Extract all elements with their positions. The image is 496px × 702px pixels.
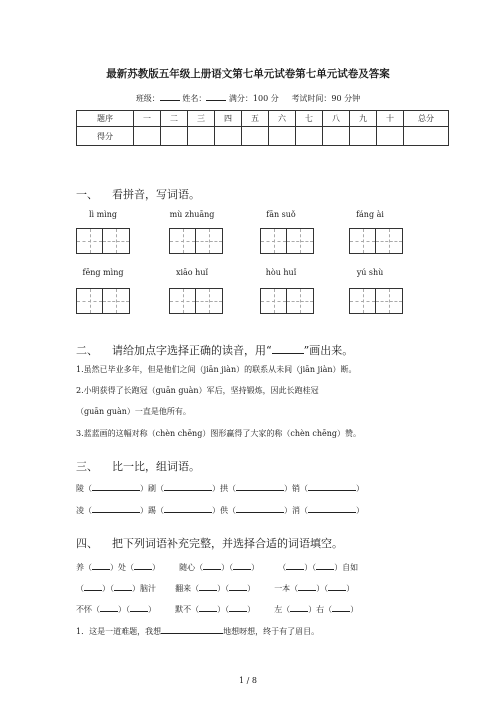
answer-blank[interactable]	[130, 604, 148, 612]
answer-blank[interactable]	[203, 562, 221, 570]
answer-blank[interactable]	[332, 604, 350, 612]
section-3-heading	[76, 458, 200, 474]
idiom-text: 随心（	[179, 563, 204, 572]
score-cell[interactable]	[215, 127, 242, 146]
answer-blank[interactable]	[286, 562, 304, 570]
score-header-cell: 九	[350, 111, 377, 127]
idiom-text: ）脑汁	[132, 584, 156, 593]
idiom-text: ）	[152, 563, 160, 572]
idiom-text: ）（	[221, 563, 234, 572]
answer-blank[interactable]	[316, 562, 334, 570]
answer-blank[interactable]	[199, 604, 217, 612]
answer-blank[interactable]	[100, 604, 118, 612]
idiom-text: ）（	[217, 584, 230, 593]
answer-blank[interactable]	[164, 483, 212, 491]
score-header-cell: 七	[296, 111, 323, 127]
question-line: 2.小明获得了长跑冠（guān guàn）军后，坚持锻炼，因此长跑桂冠	[76, 386, 319, 395]
score-cell[interactable]	[269, 127, 296, 146]
score-cell[interactable]	[188, 127, 215, 146]
answer-blank[interactable]	[308, 505, 356, 513]
writing-grid[interactable]	[260, 228, 314, 254]
pinyin-label: lì mìng	[88, 210, 118, 219]
question-text: 地想呀想，终于有了眉目。	[223, 627, 320, 636]
word-text: ）拱（	[212, 484, 236, 493]
section-2-heading	[76, 342, 353, 358]
time-label: 考试时间：90 分钟	[291, 94, 361, 103]
exam-title: 最新苏教版五年级上册语文第七单元试卷第七单元试卷及答案	[106, 68, 390, 80]
answer-blank[interactable]	[308, 483, 356, 491]
score-header-cell: 一	[134, 111, 161, 127]
idiom-text: ）自如	[334, 563, 359, 572]
idiom-text: ）	[247, 584, 256, 593]
score-cell[interactable]	[296, 127, 323, 146]
question-text: 1．这是一道难题，我想	[76, 627, 162, 636]
class-label: 班级：	[135, 94, 160, 103]
pinyin-label: fān suǒ	[266, 210, 296, 219]
score-cell[interactable]	[404, 127, 449, 146]
word-text: ）	[356, 506, 364, 515]
idiom-text: ）	[346, 584, 355, 593]
name-blank[interactable]	[206, 92, 226, 101]
idiom-text: ）	[247, 605, 256, 614]
writing-grid[interactable]	[349, 228, 403, 254]
pinyin-label: mù zhuāng	[169, 210, 215, 219]
section-number: 四、	[76, 537, 98, 550]
word-text: ）供（	[212, 506, 236, 515]
idiom-text: ）（	[102, 584, 114, 593]
idiom-text: （	[76, 584, 84, 593]
answer-blank[interactable]	[298, 583, 316, 591]
writing-grid[interactable]	[260, 288, 314, 314]
writing-grid[interactable]	[349, 288, 403, 314]
answer-blank[interactable]	[161, 626, 223, 634]
idiom-text: ）（	[316, 584, 329, 593]
answer-blank[interactable]	[236, 505, 284, 513]
pinyin-label: fēng mìng	[82, 268, 124, 277]
idiom-text: ）右（	[308, 605, 333, 614]
answer-blank[interactable]	[164, 505, 212, 513]
idiom-text: 一本（	[274, 584, 299, 593]
name-label: 姓名：	[182, 94, 207, 103]
score-header-cell: 二	[161, 111, 188, 127]
class-blank[interactable]	[160, 92, 180, 101]
writing-grid[interactable]	[169, 288, 223, 314]
writing-grid[interactable]	[169, 228, 223, 254]
idiom-text: ）处（	[110, 563, 134, 572]
score-header-cell: 四	[215, 111, 242, 127]
idiom-text: 左（	[274, 605, 291, 614]
section-title: 比一比，组词语。	[112, 460, 200, 473]
score-header-cell: 八	[323, 111, 350, 127]
section-title-end: ”画出来。	[303, 344, 354, 357]
answer-blank[interactable]	[199, 583, 217, 591]
idiom-text: 不怀（	[76, 605, 100, 614]
answer-blank[interactable]	[114, 583, 132, 591]
page-number: 1 / 8	[239, 676, 257, 685]
pinyin-label: yú shù	[356, 268, 384, 277]
score-cell[interactable]	[323, 127, 350, 146]
answer-blank[interactable]	[290, 604, 308, 612]
word-text: ）踢（	[140, 506, 164, 515]
answer-blank[interactable]	[84, 583, 102, 591]
answer-blank[interactable]	[92, 483, 140, 491]
exam-info	[0, 92, 496, 104]
answer-blank[interactable]	[229, 583, 247, 591]
score-table-score-row	[77, 127, 449, 146]
pinyin-label: xiāo huǐ	[175, 268, 209, 277]
score-header-cell: 题序	[77, 111, 134, 127]
section-4-heading	[76, 535, 343, 551]
idiom-text: ）（	[304, 563, 317, 572]
idiom-row	[76, 583, 354, 594]
section-title: 请给加点字选择正确的读音，用“	[112, 344, 272, 357]
score-cell[interactable]	[134, 127, 161, 146]
question-line: 1.虽然已毕业多年，但是他们之间（jiān jiàn）的联系从未间（jiān jiàn）断。	[76, 365, 357, 374]
section-title: 把下列词语补充完整，并选择合适的词语填空。	[112, 537, 343, 550]
answer-line-sample	[272, 344, 304, 354]
answer-blank[interactable]	[92, 562, 110, 570]
score-row-label: 得分	[77, 127, 134, 146]
idiom-text: ）（	[217, 605, 230, 614]
idiom-text: 默不（	[175, 605, 200, 614]
section-title: 看拼音，写词语。	[112, 188, 200, 201]
answer-blank[interactable]	[134, 562, 152, 570]
idiom-text: 养（	[76, 563, 92, 572]
idiom-text: ）	[251, 563, 260, 572]
writing-grid[interactable]	[76, 288, 130, 314]
answer-blank[interactable]	[236, 483, 284, 491]
score-cell[interactable]	[161, 127, 188, 146]
question-line: 3.蓝蓝画的这幅对称（chèn chēng）图形赢得了大家的称（chèn chēng）赞。	[76, 429, 362, 438]
word-row	[76, 505, 364, 516]
idiom-text: ）（	[118, 605, 130, 614]
pinyin-label: fáng ài	[356, 210, 384, 219]
word-text: ）刷（	[140, 484, 164, 493]
idiom-row	[76, 604, 358, 615]
idiom-row	[76, 562, 358, 573]
section-number: 二、	[76, 344, 98, 357]
score-header-cell: 三	[188, 111, 215, 127]
idiom-text: （	[278, 563, 287, 572]
score-cell[interactable]	[377, 127, 404, 146]
answer-blank[interactable]	[229, 604, 247, 612]
word-text: ）销（	[284, 484, 308, 493]
section-number: 一、	[76, 188, 98, 201]
score-header-cell: 六	[269, 111, 296, 127]
pinyin-label: hòu huǐ	[265, 268, 297, 277]
score-header-cell: 总分	[404, 111, 449, 127]
answer-blank[interactable]	[328, 583, 346, 591]
score-header-cell: 十	[377, 111, 404, 127]
fill-question	[76, 626, 319, 637]
idiom-text: 翻来（	[175, 584, 200, 593]
word-text: ）消（	[284, 506, 308, 515]
question-line: （guān guàn）一直是他所有。	[76, 407, 191, 416]
answer-blank[interactable]	[233, 562, 251, 570]
answer-blank[interactable]	[92, 505, 140, 513]
section-number: 三、	[76, 460, 98, 473]
score-label: 满分：100 分	[228, 94, 279, 103]
writing-grid[interactable]	[76, 228, 130, 254]
word-text: 凌（	[76, 506, 92, 515]
score-table-header-row	[77, 111, 449, 127]
idiom-text: ）	[350, 605, 359, 614]
score-header-cell: 五	[242, 111, 269, 127]
section-1-heading	[76, 186, 200, 202]
score-cell[interactable]	[242, 127, 269, 146]
score-table	[76, 110, 449, 146]
idiom-text: ）	[148, 605, 156, 614]
word-text: ）	[356, 484, 364, 493]
word-text: 陵（	[76, 484, 92, 493]
word-row	[76, 483, 364, 494]
score-cell[interactable]	[350, 127, 377, 146]
